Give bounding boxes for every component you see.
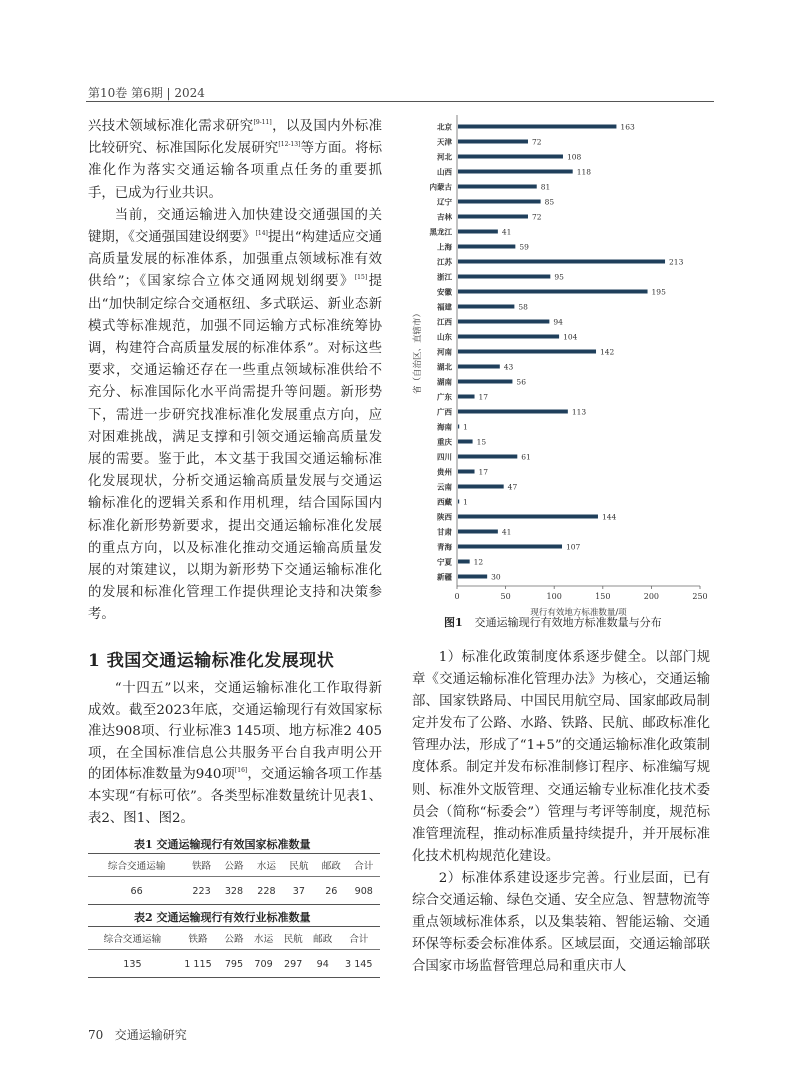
data-label: 15 [476,437,487,447]
category-label: 宁夏 [437,557,452,567]
data-label: 94 [553,317,563,327]
x-tick-label: 100 [546,592,562,601]
paragraph-policy: 1）标准化政策制度体系逐步健全。以部门规章《交通运输标准化管理办法》为核心，交通运输部、国家铁路局、中国民用航空局、国家邮政局制定并发布了公路、水路、铁路、民航、邮政标准化管理办法，形成了“1+5”的交通运输标准化政策制度体系。制定并发布标准制修订程序、标准编写规则、标准外文版管理、交通运输专业标准化技术委员会（简称“标委会”）管理与考评等制度，规范标准管理流程，推动标准质量持续提升，并开展标准化技术机构规范化建设。 [412,650,710,864]
category-label: 河北 [437,152,452,162]
table-row [88,950,380,978]
table-header-row [88,927,380,950]
paragraph-2 [88,205,382,627]
table2-caption: 表2 交通运输现行有效行业标准数量 [134,911,311,924]
table-row [88,877,380,905]
data-label: 30 [491,572,501,582]
category-label: 福建 [437,302,452,312]
table-cell: 37 [283,877,315,905]
data-label: 85 [544,197,555,207]
citation: [15] [354,274,368,282]
data-label: 95 [554,272,564,282]
table-cell: 3 145 [338,950,380,978]
bar [458,320,549,324]
table1-caption: 表1 交通运输现行有效国家标准数量 [134,838,311,851]
citation: [14] [255,230,268,238]
y-axis-label: 省（自治区、直辖市） [413,308,423,395]
category-label: 江西 [437,317,452,327]
table-header-cell: 综合交通运输 [88,854,185,877]
data-label: 113 [571,407,587,417]
table-cell: 709 [249,950,279,978]
bar [458,125,616,129]
bar [458,140,528,144]
data-label: 17 [478,392,489,402]
bar [458,260,665,264]
figure1-bar-chart [412,112,710,618]
bar [458,230,498,234]
text-run: 等方面。将标准化作为落实交通运输各项重点任务的重要抓手，已成为行业共识。 [88,141,383,201]
table-cell: 297 [278,950,308,978]
bar [458,530,498,534]
category-label: 新疆 [437,572,452,582]
category-label: 江苏 [437,257,452,267]
category-label: 上海 [437,242,452,252]
data-label: 61 [521,452,531,462]
bar [458,545,562,549]
header-rule [86,101,714,102]
data-label: 195 [651,287,666,297]
citation: [9-11] [253,119,272,126]
table-header-cell: 合计 [338,927,380,950]
x-axis-label: 现行有效地方标准数量/项 [530,608,627,618]
citation: [16] [234,767,248,775]
category-label: 广东 [437,392,452,402]
bar [458,155,563,159]
category-label: 浙江 [437,272,452,282]
table1 [88,853,380,905]
category-label: 内蒙古 [429,182,452,192]
right-column [412,647,710,978]
bar [458,485,504,489]
bar [458,455,517,459]
text-run: 提出“构建适应交通高质量发展的标准体系，加强重点领域标准有效供给”；《国家综合立体交通网规划纲要》 [88,230,382,290]
table-header-cell: 铁路 [185,854,217,877]
bar [458,380,512,384]
bar [458,410,568,414]
category-label: 吉林 [437,212,452,222]
bar [458,470,475,474]
section-title: 1 我国交通运输标准化发展现状 [88,651,335,671]
category-label: 云南 [437,482,452,492]
data-label: 72 [531,212,542,222]
data-label: 12 [473,557,484,567]
data-label: 17 [478,467,489,477]
x-tick-label: 150 [595,592,611,601]
category-label: 河南 [437,347,452,357]
page-footer [88,1026,187,1043]
table-header-row [88,854,380,877]
data-label: 213 [669,257,684,267]
data-label: 41 [501,227,512,237]
category-label: 甘肃 [437,527,452,537]
section-body [88,678,382,829]
bar [458,515,598,519]
page-number: 70 [88,1028,104,1042]
bar [458,335,559,339]
table-header-cell: 邮政 [308,927,338,950]
bar [458,575,487,579]
paragraph-standard-system: 2）标准体系建设逐步完善。行业层面，已有综合交通运输、绿色交通、安全应急、智慧物流等重点领域标准体系，以及集装箱、智能运输、交通环保等标委会标准体系。区域层面，交通运输部联合国家市场监督管理总局和重庆市人 [412,870,710,975]
data-label: 163 [620,122,635,132]
data-label: 142 [600,347,615,357]
table-cell: 328 [218,877,250,905]
text-run: 当前，交通运输进入加快建设交通强国的关键期，《交通强国建设纲要》 [88,207,382,246]
data-label: 1 [462,497,468,507]
bar [458,350,596,354]
bar [458,425,459,429]
text-run: “十四五”以来，交通运输标准化工作取得新成效。截至2023年底，交通运输现行有效国家标准达908项、行业标准3 145项、地方标准2 405项，在全国标准信息公共服务平台自我声明公开的团体标准数量为940项 [88,681,382,783]
data-label: 41 [501,527,512,537]
data-label: 81 [540,182,551,192]
table-cell: 795 [219,950,249,978]
table-header-cell: 邮政 [315,854,347,877]
text-run: 兴技术领域标准化需求研究 [88,119,254,134]
category-label: 安徽 [437,287,452,297]
figure-label: 图1 [444,616,463,629]
figure1-caption [444,614,662,630]
table-header-cell: 公路 [218,854,250,877]
figure-caption-text: 交通运输现行有效地方标准数量与分布 [474,616,662,629]
x-tick-label: 250 [692,592,708,601]
paragraph-1 [88,116,382,205]
category-label: 青海 [437,542,452,552]
table-header-cell: 水运 [249,927,279,950]
bar [458,170,573,174]
text-run: ，交通运输各项工作基本实现“有标可依”。各类型标准数量统计见表1、表2、图1、图2。 [88,767,382,826]
table-cell: 228 [250,877,282,905]
table-header-cell: 民航 [283,854,315,877]
table-header-cell: 民航 [278,927,308,950]
category-label: 湖北 [437,362,452,372]
table-cell: 1 115 [177,950,219,978]
text-run: ，以及国内外标准比较研究、标准国际化发展研究 [88,119,383,157]
running-header: 第10卷 第6期 | 2024 [88,86,205,100]
bar [458,395,475,399]
table-cell: 908 [348,877,380,905]
category-label: 辽宁 [437,197,452,207]
table-header-cell: 铁路 [177,927,219,950]
data-label: 107 [566,542,581,552]
table-cell: 94 [308,950,338,978]
bar [458,245,515,249]
category-label: 海南 [437,422,452,432]
data-label: 104 [563,332,578,342]
category-label: 山西 [437,167,452,177]
bar [458,305,514,309]
data-label: 47 [507,482,518,492]
bar [458,275,550,279]
bar [458,200,541,204]
table-header-cell: 水运 [250,854,282,877]
data-label: 43 [503,362,514,372]
table-header-cell: 综合交通运输 [88,927,177,950]
category-label: 天津 [437,137,452,147]
text-run: 提出“加快制定综合交通枢纽、多式联运、新业态新模式等标准规范，加强不同运输方式标准统筹协调，构建符合高质量发展的标准体系”。对标这些要求，交通运输还存在一些重点领域标准供给不充分、标准国际化水平尚需提升等问题。新形势下，需进一步研究找准标准化发展重点方向，应对困难挑战，满足支撑和引领交通运输高质量发展的需要。鉴于此，本文基于我国交通运输标准化发展现状，分析交通运输高质量发展与交通运输标准化的逻辑关系和作用机理，结合国际国内标准化新形势新要求，提出交通运输标准化发展的重点方向，以及标准化推动交通运输高质量发展的对策建议，以期为新形势下交通运输标准化的发展和标准化管理工作提供理论支持和决策参考。 [88,274,382,623]
data-label: 72 [531,137,542,147]
data-label: 59 [519,242,529,252]
table2 [88,926,380,978]
bar [458,185,537,189]
category-label: 广西 [437,407,452,417]
category-label: 湖南 [437,377,452,387]
bar [458,365,500,369]
category-label: 贵州 [437,467,452,477]
table-cell: 135 [88,950,177,978]
journal-name: 交通运输研究 [114,1028,187,1042]
table-header-cell: 合计 [348,854,380,877]
category-label: 重庆 [437,437,452,447]
category-label: 西藏 [437,497,452,507]
data-label: 56 [516,377,526,387]
table-cell: 223 [185,877,217,905]
left-column [88,116,382,627]
data-label: 1 [462,422,468,432]
table-header-cell: 公路 [219,927,249,950]
data-label: 144 [601,512,617,522]
bar [458,440,473,444]
citation: [12-13] [278,141,301,149]
bar [458,560,470,564]
bar [458,290,648,294]
table-cell: 66 [88,877,185,905]
data-label: 108 [566,152,582,162]
bar [458,215,528,219]
category-label: 山东 [437,332,452,342]
category-label: 黑龙江 [429,227,452,237]
data-label: 118 [576,167,592,177]
category-label: 四川 [437,452,452,462]
x-tick-label: 200 [643,592,660,601]
category-label: 北京 [437,122,452,132]
x-tick-label: 0 [454,592,460,601]
table-cell: 26 [315,877,347,905]
category-label: 陕西 [437,512,452,522]
x-tick-label: 50 [500,592,511,601]
bar [458,500,459,504]
data-label: 58 [518,302,528,312]
